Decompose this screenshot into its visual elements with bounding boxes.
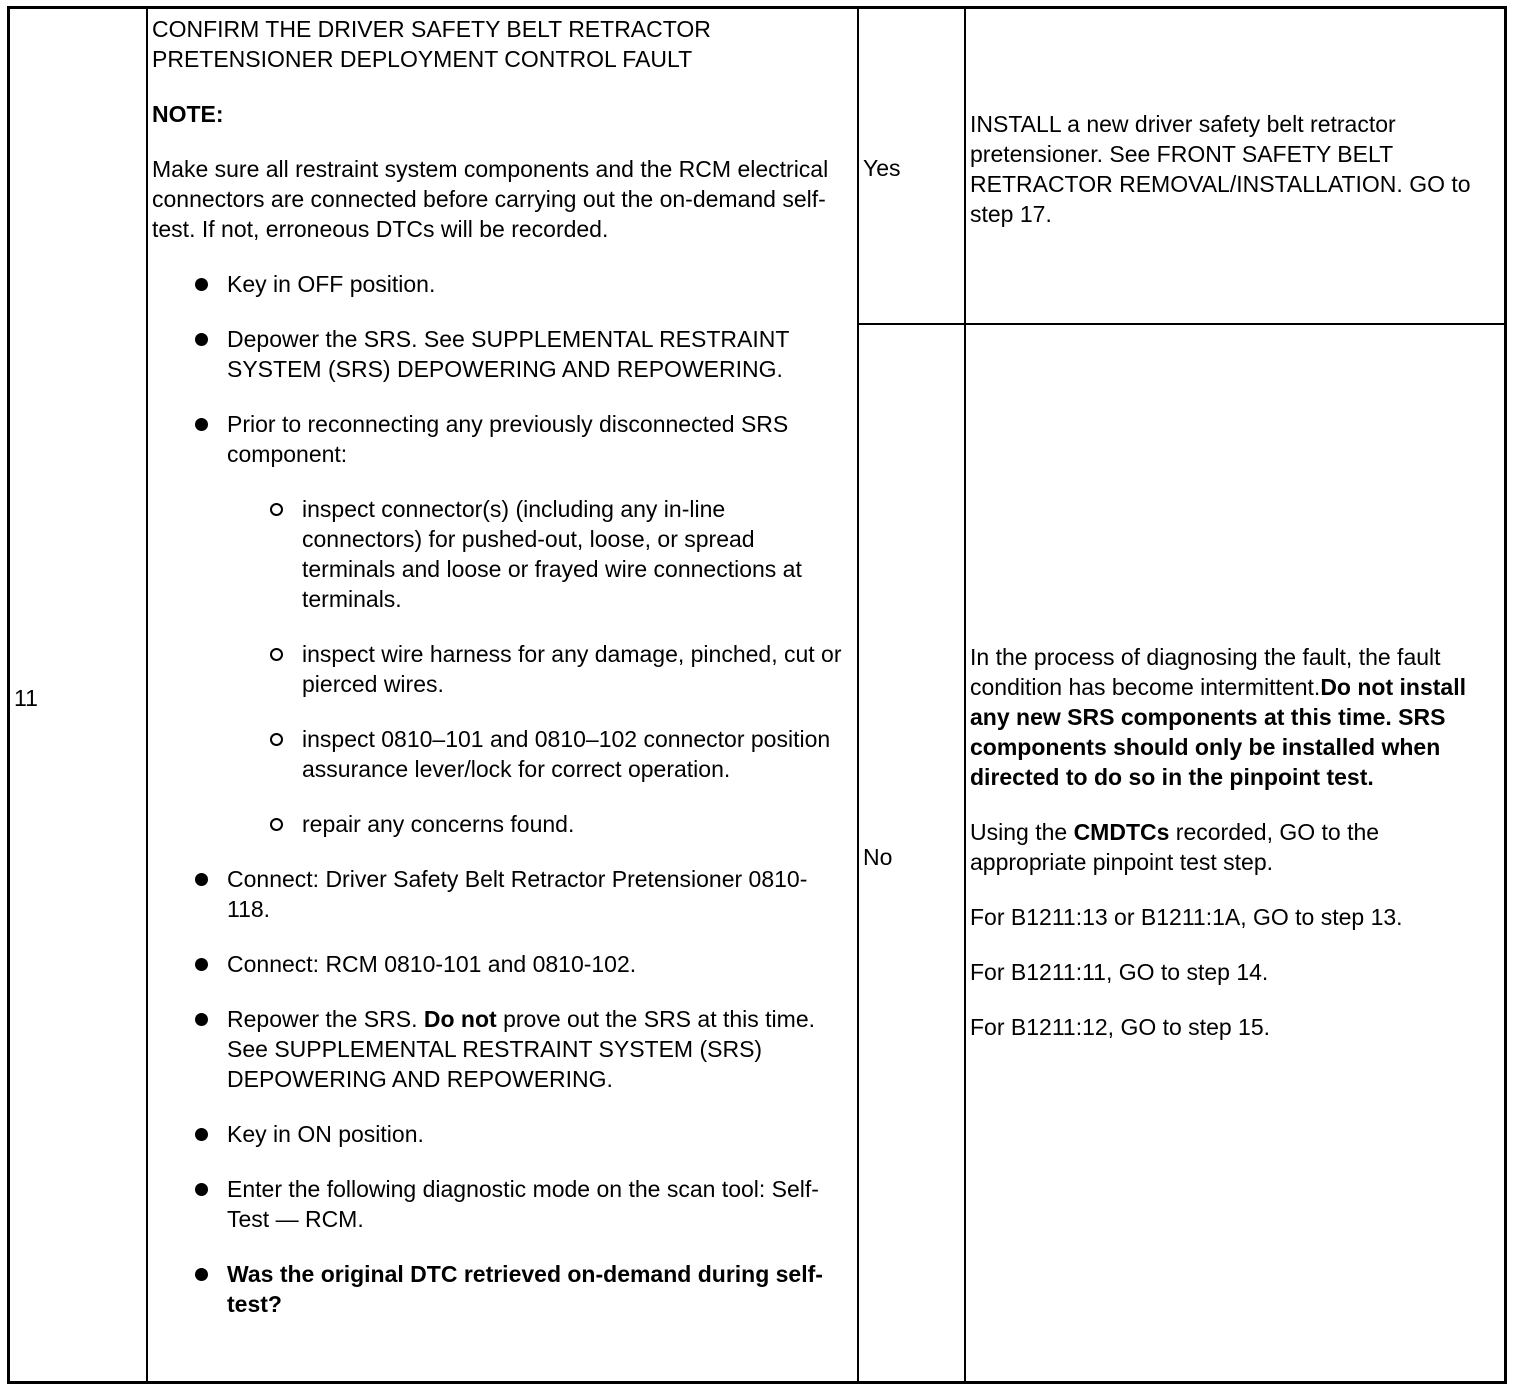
sub-list-item bbox=[227, 724, 842, 784]
sub-list-item bbox=[227, 494, 842, 614]
note-text: Make sure all restraint system components and the RCM electrical connectors are connected before carrying out the on-demand self-test. If not, erroneous DTCs will be recorded. bbox=[152, 156, 829, 242]
list-item bbox=[152, 1259, 842, 1319]
column-divider bbox=[857, 9, 859, 1381]
sub-list-item bbox=[227, 639, 842, 699]
diagnostic-table bbox=[7, 6, 1507, 1384]
list-item-text: Key in ON position. bbox=[227, 1121, 424, 1147]
answer-yes-action: INSTALL a new driver safety belt retractor pretensioner. See FRONT SAFETY BELT RETRACTOR REMOVAL/INSTALLATION. GO to step 17. bbox=[970, 111, 1471, 227]
list-item bbox=[152, 864, 842, 924]
bullet-icon bbox=[195, 333, 208, 346]
step-number: 11 bbox=[14, 685, 38, 711]
no-text: In the process of diagnosing the fault, the fault condition has become intermittent. bbox=[970, 644, 1441, 700]
column-divider bbox=[146, 9, 148, 1381]
circle-bullet-icon bbox=[270, 648, 283, 661]
sub-list bbox=[227, 494, 842, 839]
list-item bbox=[152, 1004, 842, 1094]
emphasis-text: Do not bbox=[423, 1006, 497, 1032]
no-paragraph bbox=[970, 642, 1500, 792]
instruction-cell bbox=[152, 14, 842, 1344]
list-item-text: Repower the SRS. bbox=[227, 1006, 424, 1032]
test-title: CONFIRM THE DRIVER SAFETY BELT RETRACTOR PRETENSIONER DEPLOYMENT CONTROL FAULT bbox=[152, 16, 711, 72]
circle-bullet-icon bbox=[270, 503, 283, 516]
list-item bbox=[152, 949, 842, 979]
emphasis-text: CMDTCs bbox=[1073, 819, 1170, 845]
no-paragraph bbox=[970, 817, 1500, 877]
bullet-icon bbox=[195, 1183, 208, 1196]
no-paragraph: For B1211:12, GO to step 15. bbox=[970, 1014, 1271, 1040]
bullet-icon bbox=[195, 873, 208, 886]
question-text: Was the original DTC retrieved on-demand during self-test? bbox=[227, 1261, 823, 1317]
row-divider bbox=[857, 323, 1504, 325]
answer-yes-label: Yes bbox=[863, 155, 901, 181]
sub-list-item-text: inspect connector(s) (including any in-line connectors) for pushed-out, loose, or spread terminals and loose or frayed wire connections at terminals. bbox=[302, 496, 802, 612]
list-item-text: Enter the following diagnostic mode on the scan tool: Self-Test — RCM. bbox=[227, 1176, 819, 1232]
list-item bbox=[152, 324, 842, 384]
sub-list-item bbox=[227, 809, 842, 839]
warning-text: Do not install any new SRS components at this time. SRS components should only be installed when directed to do so in the pinpoint test. bbox=[970, 674, 1466, 790]
list-item-text: Connect: RCM 0810-101 and 0810-102. bbox=[227, 951, 637, 977]
instruction-list bbox=[152, 269, 842, 1319]
bullet-icon bbox=[195, 418, 208, 431]
list-item-text: Prior to reconnecting any previously disconnected SRS component: bbox=[227, 411, 789, 467]
list-item-text: Connect: Driver Safety Belt Retractor Pretensioner 0810-118. bbox=[227, 866, 808, 922]
list-item bbox=[152, 409, 842, 839]
circle-bullet-icon bbox=[270, 733, 283, 746]
answer-no-label: No bbox=[863, 844, 893, 870]
column-divider bbox=[964, 9, 966, 1381]
no-paragraph: For B1211:11, GO to step 14. bbox=[970, 959, 1269, 985]
no-text: Using the bbox=[970, 819, 1074, 845]
list-item bbox=[152, 1174, 842, 1234]
answer-no-action bbox=[970, 642, 1500, 1067]
list-item bbox=[152, 1119, 842, 1149]
sub-list-item-text: inspect wire harness for any damage, pinched, cut or pierced wires. bbox=[302, 641, 842, 697]
no-paragraph: For B1211:13 or B1211:1A, GO to step 13. bbox=[970, 904, 1403, 930]
bullet-icon bbox=[195, 1128, 208, 1141]
list-item bbox=[152, 269, 842, 299]
sub-list-item-text: repair any concerns found. bbox=[302, 811, 575, 837]
bullet-icon bbox=[195, 1268, 208, 1281]
list-item-text: prove out the SRS at this time. See SUPPLEMENTAL RESTRAINT SYSTEM (SRS) DEPOWERING AND REPOWERING. bbox=[227, 1006, 816, 1092]
bullet-icon bbox=[195, 958, 208, 971]
circle-bullet-icon bbox=[270, 818, 283, 831]
sub-list-item-text: inspect 0810–101 and 0810–102 connector position assurance lever/lock for correct operation. bbox=[302, 726, 831, 782]
bullet-icon bbox=[195, 1013, 208, 1026]
no-text: recorded, GO to the appropriate pinpoint test step. bbox=[970, 819, 1380, 875]
note-label: NOTE: bbox=[152, 101, 224, 127]
list-item-text: Depower the SRS. See SUPPLEMENTAL RESTRAINT SYSTEM (SRS) DEPOWERING AND REPOWERING. bbox=[227, 326, 789, 382]
list-item-text: Key in OFF position. bbox=[227, 271, 436, 297]
bullet-icon bbox=[195, 278, 208, 291]
